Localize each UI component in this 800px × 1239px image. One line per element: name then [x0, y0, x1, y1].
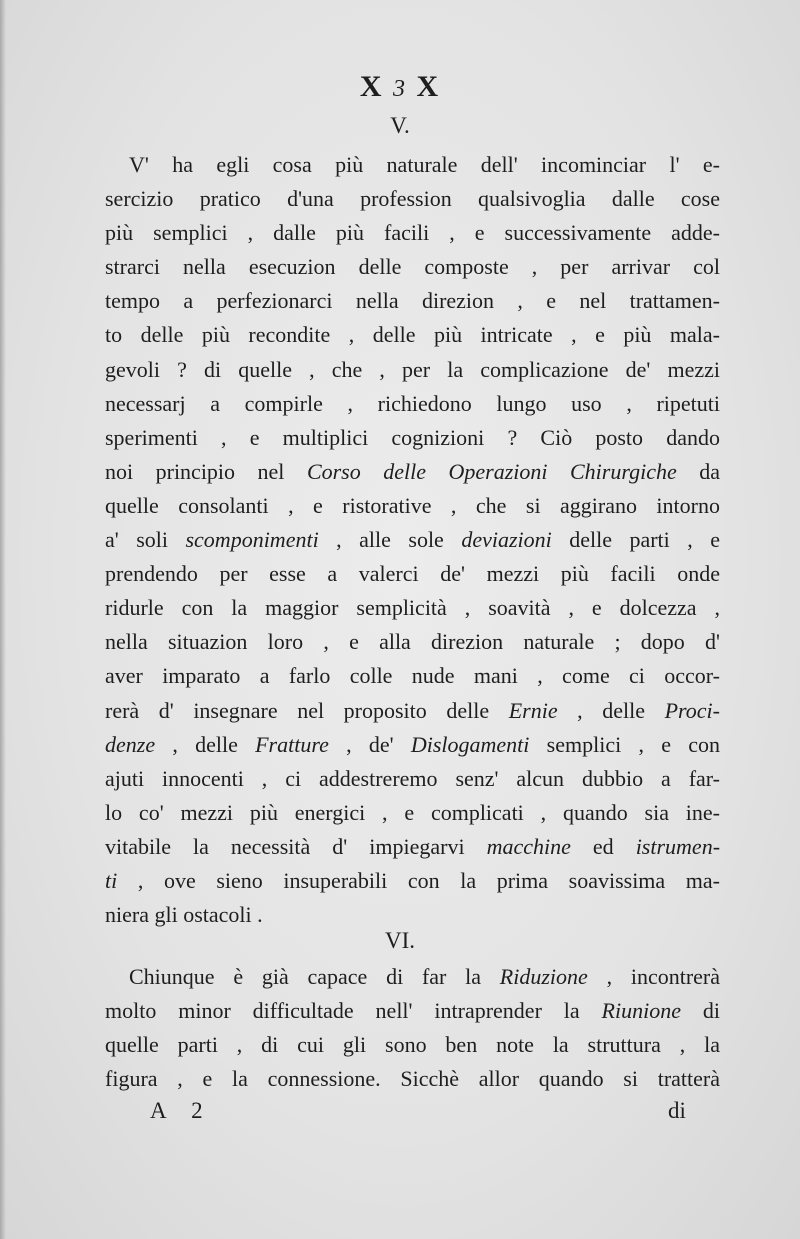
text-line: sercizio pratico d'una profession qualsivoglia dalle cose [105, 186, 720, 212]
text-line: ajuti innocenti , ci addestreremo senz' alcun dubbio a far- [105, 765, 720, 791]
text-line: denze , delle Fratture , de' Dislogamenti semplici , e con [105, 731, 720, 757]
text-line: ridurle con la maggior semplicità , soavità , e dolcezza , [105, 595, 720, 621]
text-line: prendendo per esse a valerci de' mezzi più facili onde [105, 561, 720, 587]
catchword: di [668, 1098, 686, 1123]
text-line: niera gli ostacoli . [105, 902, 263, 928]
text-line: Chiunque è già capace di far la Riduzione , incontrerà [129, 964, 721, 989]
text-line: figura , e la connessione. Sicchè allor quando si tratterà [105, 1066, 720, 1092]
italic-term: deviazioni [461, 527, 552, 553]
signature-mark: A 2 [150, 1098, 213, 1123]
italic-term: ti [105, 867, 118, 893]
text-line: sperimenti , e multiplici cognizioni ? Ciò posto dando [105, 424, 720, 450]
text-line: ti , ove sieno insuperabili con la prima soavissima ma- [105, 867, 720, 893]
italic-term: istrumen- [635, 833, 721, 859]
text-line: gevoli ? di quelle , che , per la complicazione de' mezzi [105, 356, 720, 382]
text-line: vitabile la necessità d' impiegarvi macchine ed istrumen- [105, 833, 721, 859]
text-line: tempo a perfezionarci nella direzion , e nel trattamen- [105, 288, 720, 314]
section-heading-vi: VI. [384, 928, 416, 953]
section-v-body [105, 148, 720, 932]
text-line: aver imparato a farlo colle nude mani , come ci occor- [105, 663, 720, 689]
text-line: to delle più recondite , delle più intricate , e più mala- [105, 322, 720, 348]
page-edge-shadow [0, 0, 6, 1239]
text-line: nella situazion loro , e alla direzion naturale ; dopo d' [105, 629, 720, 655]
section-vi-body [105, 960, 720, 1096]
text-line: quelle consolanti , e ristorative , che si aggirano intorno [105, 492, 720, 518]
italic-term: macchine [486, 833, 571, 859]
italic-term: Corso delle Operazioni Chirurgiche [306, 458, 677, 484]
italic-term: Fratture [255, 731, 329, 757]
text-line: lo co' mezzi più energici , e complicati , quando sia ine- [105, 799, 720, 825]
ornament-right: X [416, 70, 441, 103]
italic-term: Riduzione [499, 964, 588, 989]
text-line: necessarj a compirle , richiedono lungo uso , ripetuti [105, 390, 720, 416]
text-line: V' ha egli cosa più naturale dell' incominciar l' e- [129, 152, 720, 177]
text-line: quelle parti , di cui gli sono ben note la struttura , la [105, 1032, 720, 1058]
italic-term: denze [105, 731, 156, 757]
ornament-left: X [359, 70, 384, 103]
italic-term: Proci- [664, 697, 720, 723]
section-heading-v: V. [390, 113, 410, 138]
italic-term: Ernie [508, 697, 558, 723]
text-line: strarci nella esecuzion delle composte , per arrivar col [105, 254, 720, 280]
italic-term: scomponimenti [185, 527, 319, 553]
text-line: molto minor difficultade nell' intraprender la Riunione di [105, 998, 720, 1024]
italic-term: Dislogamenti [410, 731, 530, 757]
text-line: più semplici , dalle più facili , e successivamente adde- [105, 220, 720, 246]
text-line: noi principio nel Corso delle Operazioni Chirurgiche da [105, 458, 721, 484]
italic-term: Riunione [601, 998, 681, 1024]
running-header [0, 70, 800, 104]
page-number: 3 [393, 76, 407, 102]
text-line: a' soli scomponimenti , alle sole deviazioni delle parti , e [105, 527, 721, 553]
text-line: rerà d' insegnare nel proposito delle Ernie , delle Proci- [105, 697, 720, 723]
